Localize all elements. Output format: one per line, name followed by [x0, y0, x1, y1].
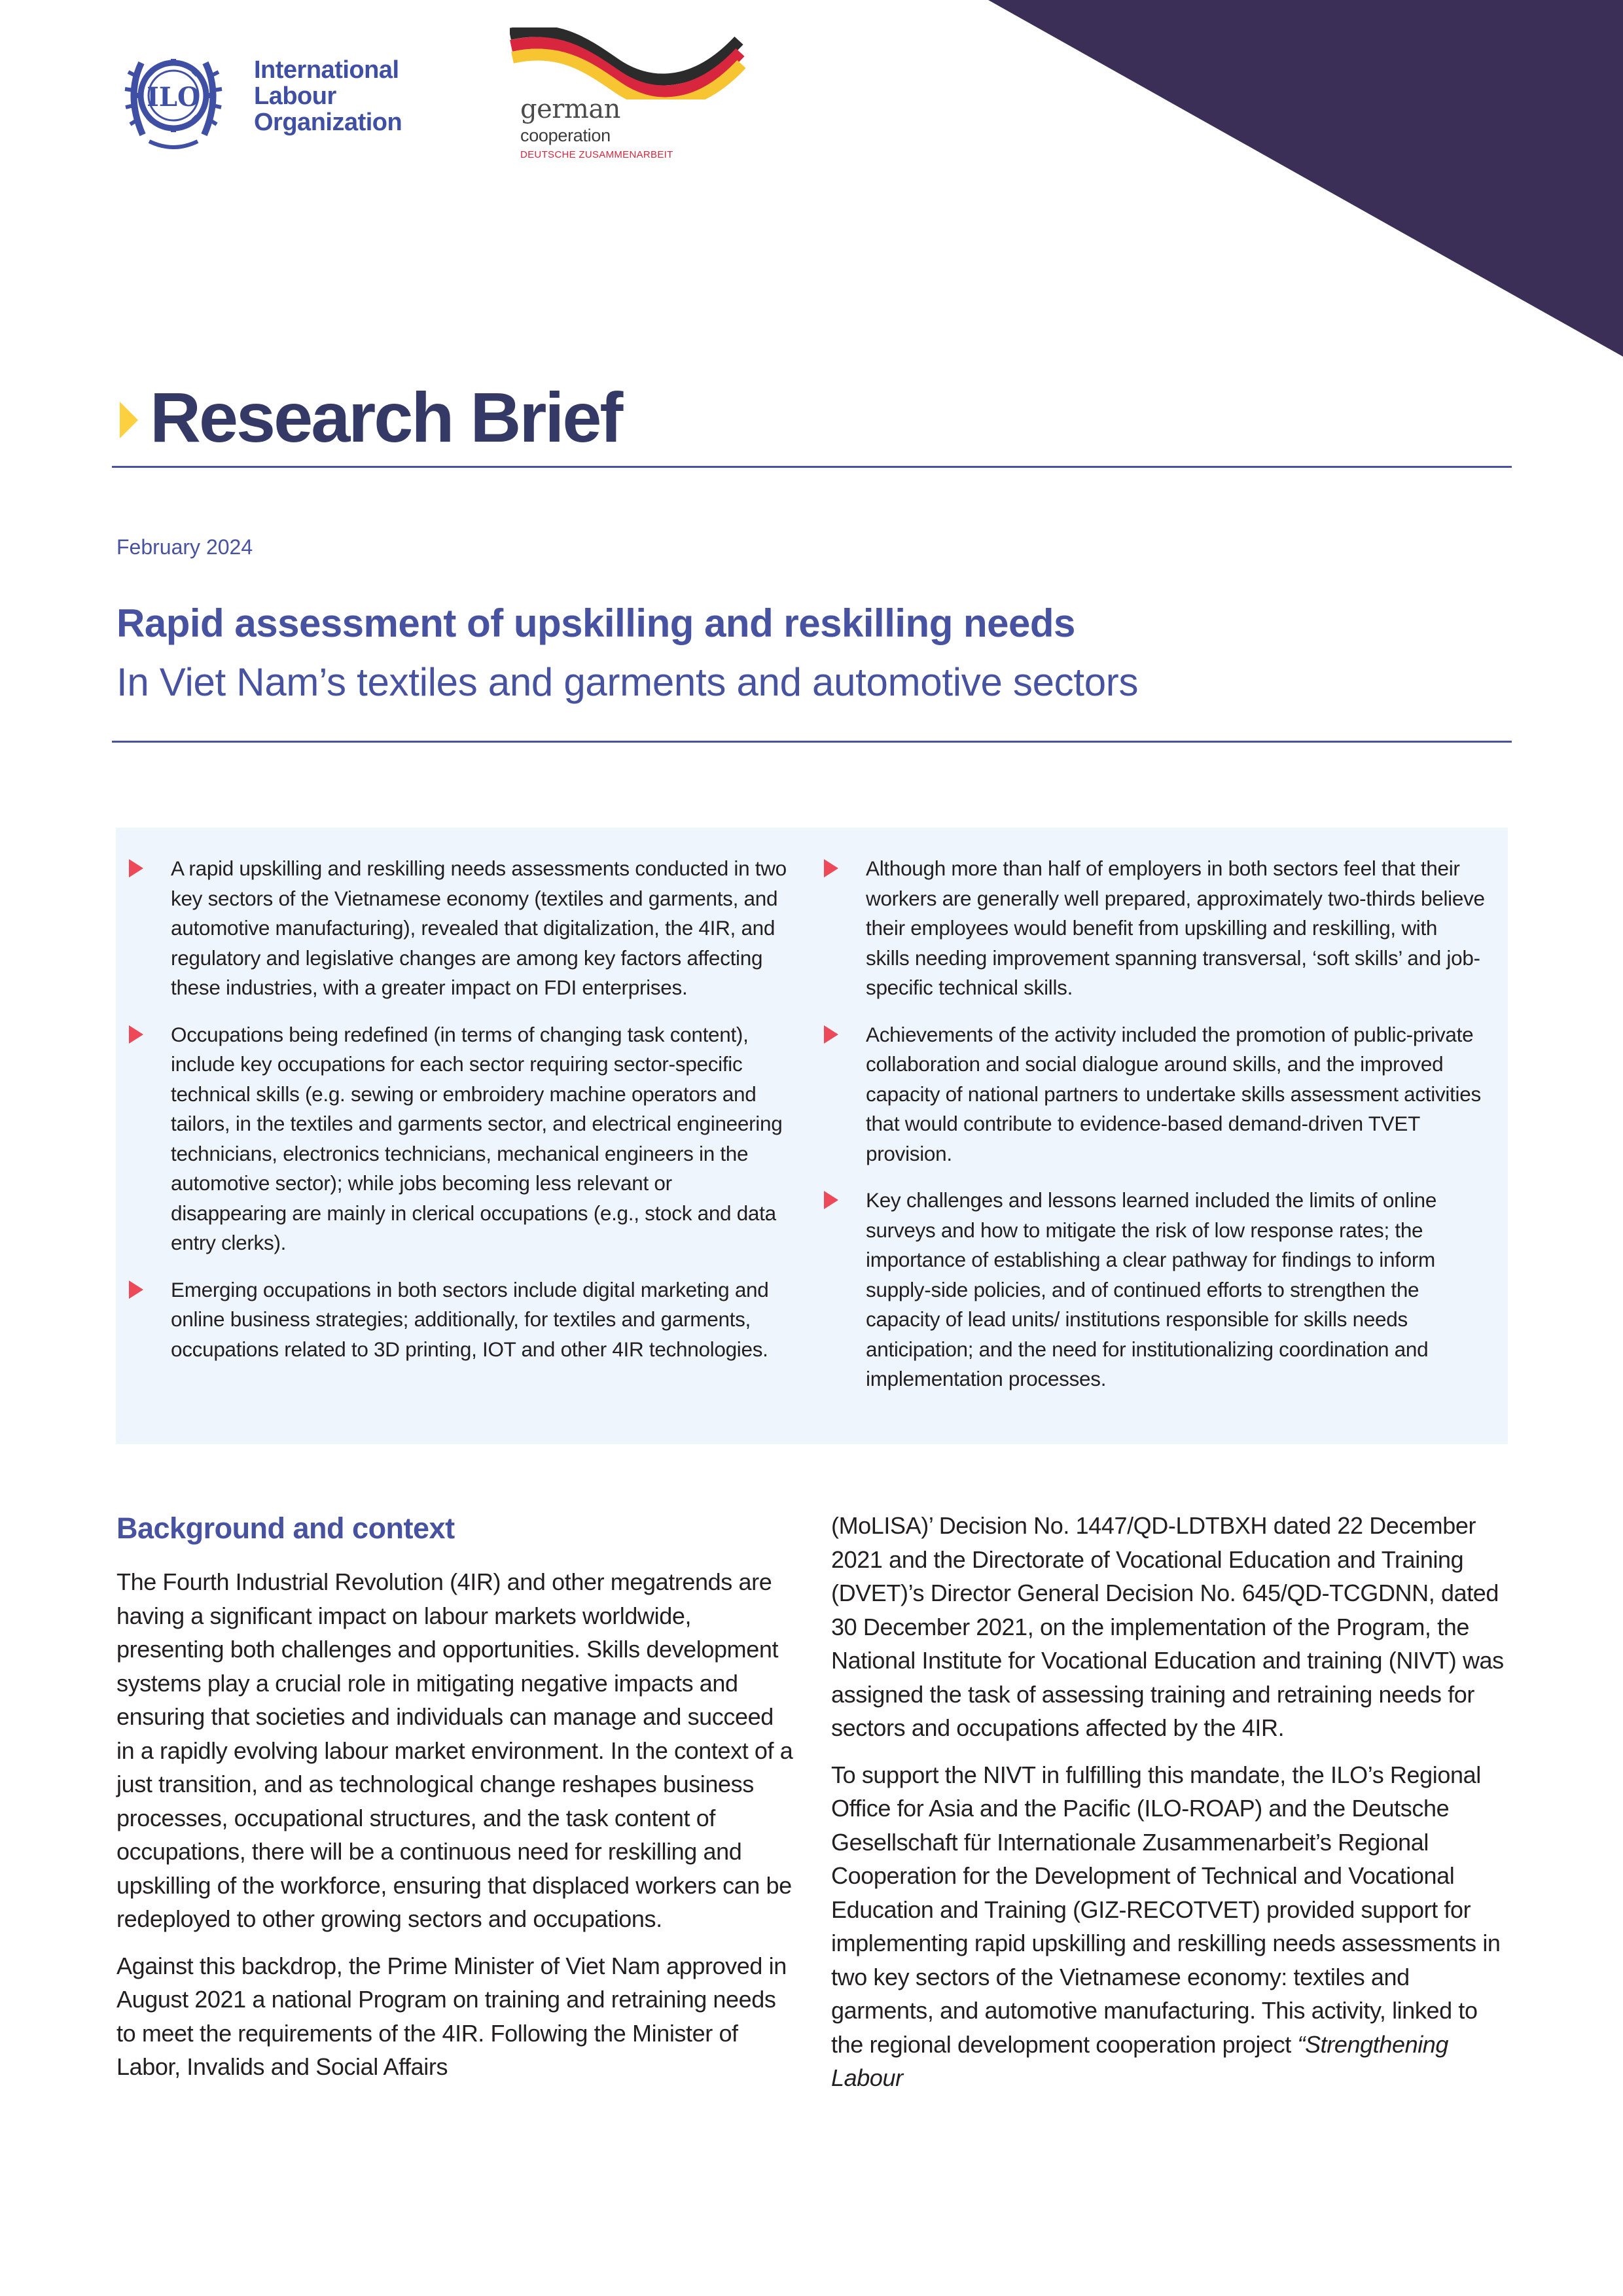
german-cooperation-line2: cooperation	[520, 126, 611, 145]
body-paragraph-text: To support the NIVT in fulfilling this mandate, the ILO’s Regional Office for Asia and the Pacific (ILO-ROAP) and the Deutsche Gesellschaft für Internationale Zusammenarbeit’s Regional Cooperation for the Development of Technical and Vocational Education and Training (GIZ-RECOTVET) provided support for implementing rapid upskilling and reskilling needs assessments in two key sectors of the Vietnamese economy: textiles and garments, and automotive manufacturing. This activity, linked to the regional development cooperation project	[831, 1761, 1501, 2058]
key-finding-text: Achievements of the activity included the promotion of public-private collaboration and social dialogue around skills, and the improved capacity of national partners to undertake skills assessment activities that would contribute to evidence-based demand-driven TVET provision.	[866, 1022, 1481, 1165]
key-finding-item	[129, 854, 790, 1003]
ilo-emblem-icon	[123, 43, 224, 149]
bullet-arrow-icon	[824, 859, 838, 877]
body-right-column	[831, 1509, 1512, 2108]
german-cooperation-logo	[507, 27, 756, 165]
key-finding-text: Key challenges and lessons learned included the limits of online surveys and how to mitigate the risk of low response rates; the importance of establishing a clear pathway for findings to inform supply-side policies, and of continued efforts to strengthen the capacity of lead units/ institutions responsible for skills needs anticipation; and the need for institutionalizing coordination and implementation processes.	[866, 1188, 1437, 1390]
bullet-arrow-icon	[129, 1025, 143, 1044]
key-findings-right-column	[824, 854, 1485, 1411]
ilo-logo	[123, 41, 437, 152]
publication-date: February 2024	[116, 535, 253, 559]
ilo-wordmark-line: International	[254, 56, 399, 84]
key-finding-text: Although more than half of employers in both sectors feel that their workers are generally well prepared, approximately two-thirds believe their employees would benefit from upskilling and reskilling, with skills needing improvement spanning transversal, ‘soft skills’ and job-specific technical skills.	[866, 857, 1485, 999]
german-cooperation-line3: DEUTSCHE ZUSAMMENARBEIT	[520, 149, 673, 160]
document-type-title: Research Brief	[150, 378, 622, 457]
project-name-italic: “Strengthening Labour	[831, 2030, 1449, 2091]
key-finding-item	[129, 1275, 790, 1365]
page-title: Rapid assessment of upskilling and reskilling needs	[116, 601, 1075, 645]
german-cooperation-line1: german	[520, 94, 620, 124]
title-divider	[112, 741, 1512, 743]
bullet-arrow-icon	[824, 1025, 838, 1044]
ilo-wordmark-line: Organization	[254, 109, 402, 136]
body-left-column	[116, 1565, 797, 2097]
key-finding-text: A rapid upskilling and reskilling needs assessments conducted in two key sectors of the Vietnamese economy (textiles and garments, and automotive manufacturing), revealed that digitalization, the 4IR, and regulatory and legislative changes are among key factors affecting these industries, with a greater impact on FDI enterprises.	[171, 857, 787, 999]
document-type-heading	[120, 378, 621, 457]
section-heading: Background and context	[116, 1511, 455, 1545]
key-finding-item	[129, 1020, 790, 1258]
page-subtitle: In Viet Nam’s textiles and garments and automotive sectors	[116, 660, 1139, 704]
ilo-wordmark-line: Labour	[254, 82, 336, 110]
bullet-arrow-icon	[129, 1280, 143, 1299]
header-divider	[112, 466, 1512, 468]
body-paragraph: The Fourth Industrial Revolution (4IR) and other megatrends are having a significant impact on labour markets worldwide, presenting both challenges and opportunities. Skills development systems play a crucial role in mitigating negative impacts and ensuring that societies and individuals can manage and succeed in a rapidly evolving labour market environment. In the context of a just transition, and as technological change reshapes business processes, occupational structures, and the task content of occupations, there will be a continuous need for reskilling and upskilling of the workforce, ensuring that displaced workers can be redeployed to other growing sectors and occupations.	[116, 1568, 793, 1932]
ilo-emblem-text: ILO	[147, 82, 200, 113]
key-finding-item	[824, 1020, 1485, 1169]
key-finding-text: Emerging occupations in both sectors include digital marketing and online business strategies; additionally, for textiles and garments, occupations related to 3D printing, IOT and other 4IR technologies.	[171, 1277, 769, 1361]
body-paragraph: Against this backdrop, the Prime Minister of Viet Nam approved in August 2021 a national Program on training and retraining needs to meet the requirements of the 4IR. Following the Minister of Labor, Invalids and Social Affairs	[116, 1952, 787, 2080]
corner-decoration	[988, 0, 1623, 357]
ilo-wordmark	[254, 57, 402, 135]
body-paragraph: (MoLISA)’ Decision No. 1447/QD-LDTBXH dated 22 December 2021 and the Directorate of Vocational Education and Training (DVET)’s Director General Decision No. 645/QD-TCGDNN, dated 30 December 2021, on the implementation of the Program, the National Institute for Vocational Education and training (NIVT) was assigned the task of assessing training and retraining needs for sectors and occupations affected by the 4IR.	[831, 1512, 1504, 1741]
key-findings-left-column	[129, 854, 790, 1381]
key-finding-item	[824, 854, 1485, 1003]
body-paragraph	[831, 1758, 1512, 2095]
bullet-arrow-icon	[129, 859, 143, 877]
key-finding-item	[824, 1186, 1485, 1394]
key-findings-box	[116, 828, 1508, 1444]
yellow-arrow-icon	[120, 402, 138, 438]
bullet-arrow-icon	[824, 1191, 838, 1209]
corner-triangle-shape	[988, 0, 1623, 357]
key-finding-text: Occupations being redefined (in terms of changing task content), include key occupations for each sector requiring sector-specific technical skills (e.g. sewing or embroidery machine operators and tailors, in the textiles and garments sector, and electrical engineering technicians, electronics technicians, mechanical engineers in the automotive sector); while jobs becoming less relevant or disappearing are mainly in clerical occupations (e.g., stock and data entry clerks).	[171, 1022, 783, 1254]
german-flag-ribbon-icon	[510, 27, 745, 99]
